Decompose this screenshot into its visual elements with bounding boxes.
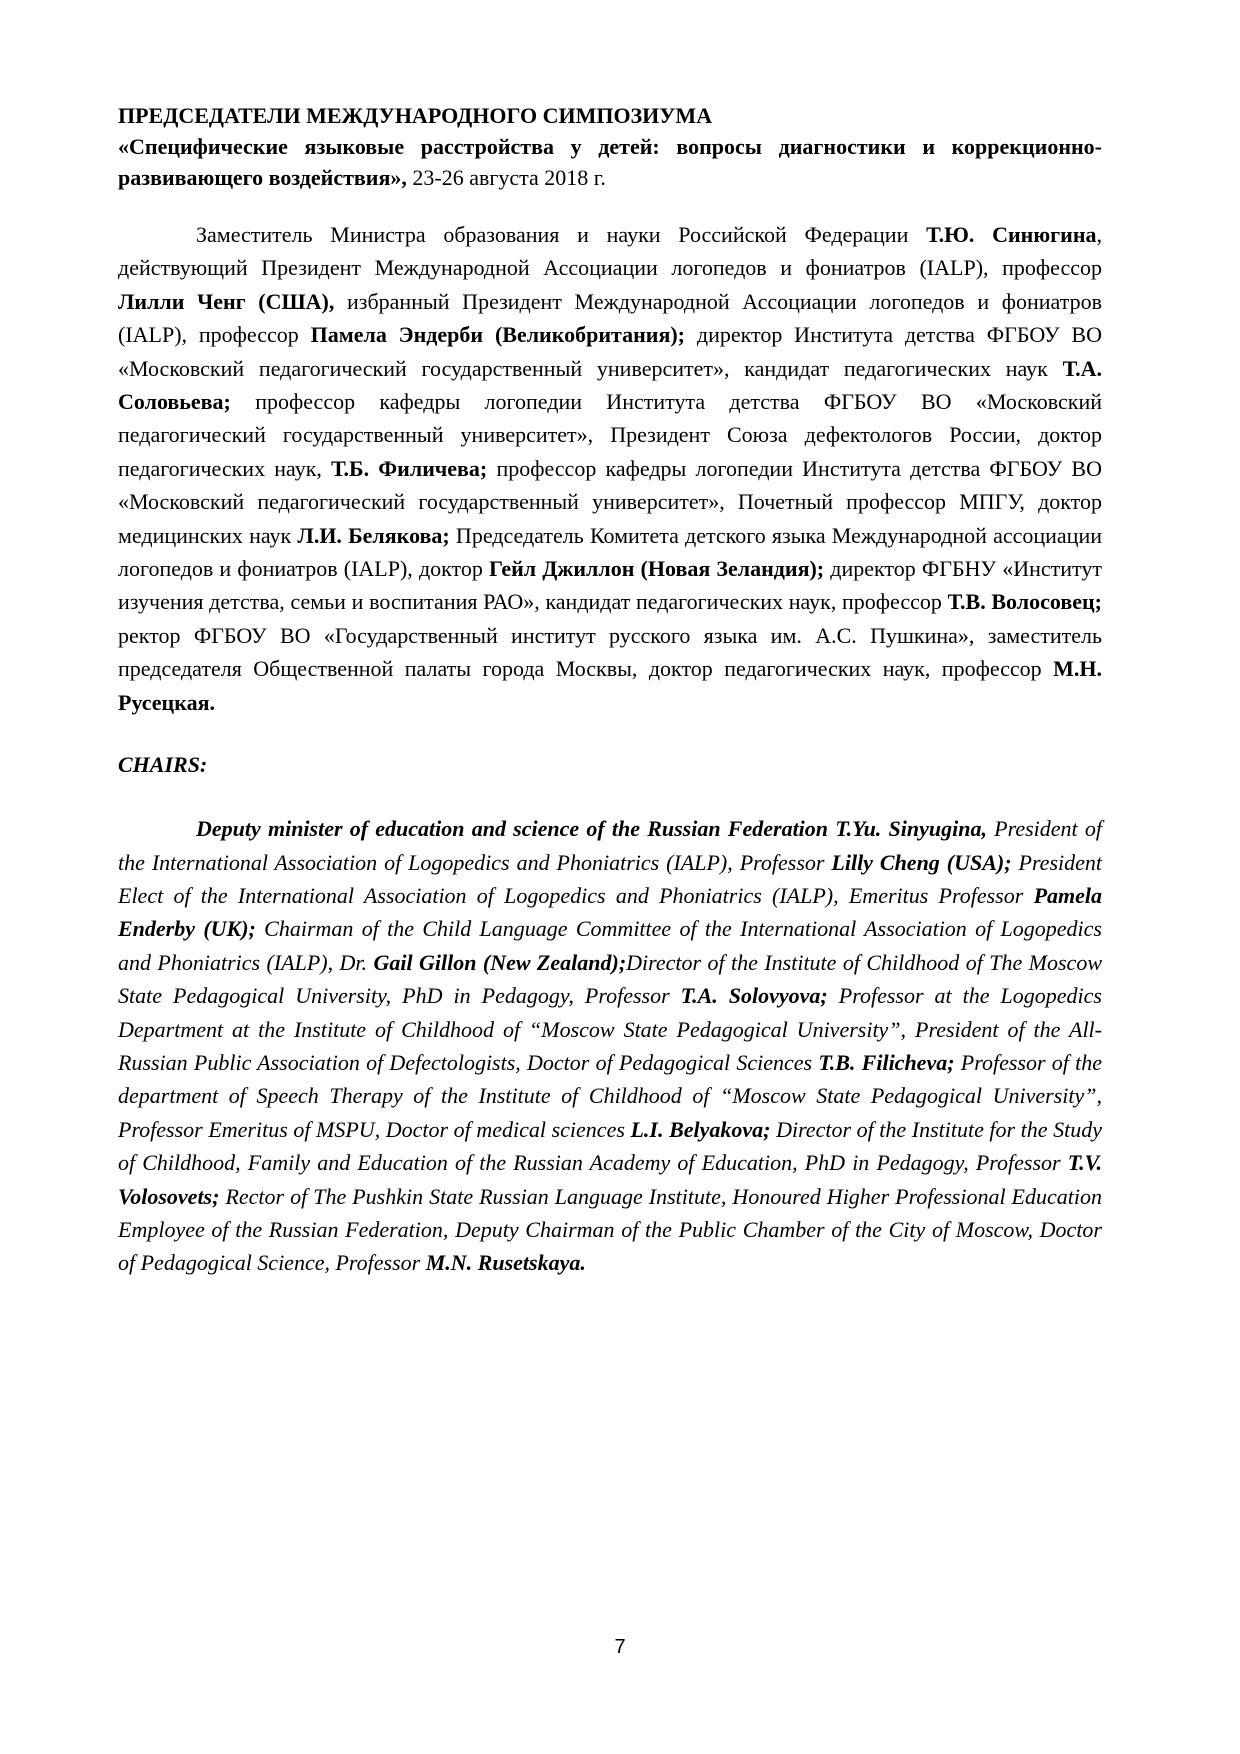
ru-chair-name: Т.Б. Филичева; [331,455,488,481]
chairs-heading: CHAIRS: [118,752,208,778]
en-chair-name: T.B. Filicheva; [818,1049,955,1075]
ru-chair-name: Т.Ю. Синюгина [926,222,1097,247]
ru-chair-name: Т.В. Волосовец; [947,589,1102,615]
en-chair-name: Pamela Enderby (UK); [118,882,1102,942]
en-chair-name: T.V. Volosovets; [118,1150,1102,1209]
en-text: Chairman of the Child Language Committee of the International Association of Logopedics and Phoniatrics (IALP), Dr. [118,916,1102,975]
en-text: Professor at the Logopedics Department at the Institute of Childhood of “Moscow State Pedagogical University”, President of the All-Russian Public Association of Defectologists, Doctor of Pedagogical Sciences [118,983,1102,1075]
ru-chair-name: Лилли Ченг (США), [118,288,335,314]
en-chair-name: Deputy minister of education and science of the Russian Federation T.Yu. Sinyugina, [196,816,987,842]
en-chair-name: T.A. Solovyova; [680,983,828,1009]
symposium-subtitle [118,131,1102,193]
ru-chair-name: Т.А. Соловьева; [118,355,1102,415]
symposium-date: 23-26 августа 2018 г. [406,165,606,190]
ru-text: Председатель Комитета детского языка Международной ассоциации логопедов и фониатров (IALP), доктор [118,522,1102,582]
ru-text: Заместитель Министра образования и науки Российской Федерации [196,222,927,247]
ru-text: ректор ФГБОУ ВО «Государственный институт русского языка им. А.С. Пушкина», заместитель председателя Общественной палаты города Москвы, доктор педагогических наук, профессор [118,622,1102,682]
ru-chair-name: Л.И. Белякова; [297,522,450,548]
symposium-chairs-title: ПРЕДСЕДАТЕЛИ МЕЖДУНАРОДНОГО СИМПОЗИУМА [118,103,713,128]
en-text: Director of the Institute for the Study of Childhood, Family and Education of the Russian Academy of Education, PhD in Pedagogy, Professor [118,1116,1103,1176]
en-text: Rector of The Pushkin State Russian Language Institute, Honoured Higher Professional Education Employee of the Russian Federation, Deputy Chairman of the Public Chamber of the City of Moscow, Doctor of Pedagogical Science, Professor [118,1183,1102,1276]
ru-text: профессор кафедры логопедии Института детства ФГБОУ ВО «Московский педагогический государственный университет», Почетный профессор МПГУ, доктор медицинских наук [118,455,1102,548]
en-chair-name: Gail Gillon (New Zealand); [373,949,627,975]
en-chair-name: Lilly Cheng (USA); [831,849,1012,875]
en-text: Professor of the department of Speech Therapy of the Institute of Childhood of “Moscow State Pedagogical University”, Professor Emeritus of MSPU, Doctor of medical sciences [118,1049,1102,1142]
page-number: 7 [614,1636,626,1658]
en-text: President of the International Association of Logopedics and Phoniatrics (IALP), Professor [118,816,1102,875]
ru-chair-name: М.Н. Русецкая. [118,656,1102,715]
document-page [118,100,1102,1280]
ru-text: директор ФГБНУ «Институт изучения детства, семьи и воспитания РАО», кандидат педагогических наук, профессор [118,556,1102,615]
en-chair-name: L.I. Belyakova; [630,1116,771,1142]
ru-chair-name: Гейл Джиллон (Новая Зеландия); [489,556,825,582]
ru-text: , действующий Президент Международной Ассоциации логопедов и фониатров (IALP), профессор [118,222,1102,281]
ru-text: избранный Президент Международной Ассоциации логопедов и фониатров (IALP), профессор [118,288,1103,348]
symposium-name: «Специфические языковые расстройства у детей: вопросы диагностики и коррекционно-развивающего воздействия», [118,134,1102,190]
ru-chair-name: Памела Эндерби (Великобритания); [310,322,686,348]
en-text: President Elect of the International Association of Logopedics and Phoniatrics (IALP), Emeritus Professor [118,849,1103,908]
english-chairs-paragraph [118,812,1102,1280]
ru-text: профессор кафедры логопедии Института детства ФГБОУ ВО «Московский педагогический государственный университет», Президент Союза дефектологов России, доктор педагогических наук, [118,389,1102,481]
russian-chairs-paragraph [118,218,1102,719]
en-chair-name: M.N. Rusetskaya. [425,1250,586,1276]
en-text: Director of the Institute of Childhood of The Moscow State Pedagogical University, PhD in Pedagogy, Professor [118,949,1102,1009]
ru-text: директор Института детства ФГБОУ ВО «Московский педагогический государственный университет», кандидат педагогических наук [118,322,1102,381]
